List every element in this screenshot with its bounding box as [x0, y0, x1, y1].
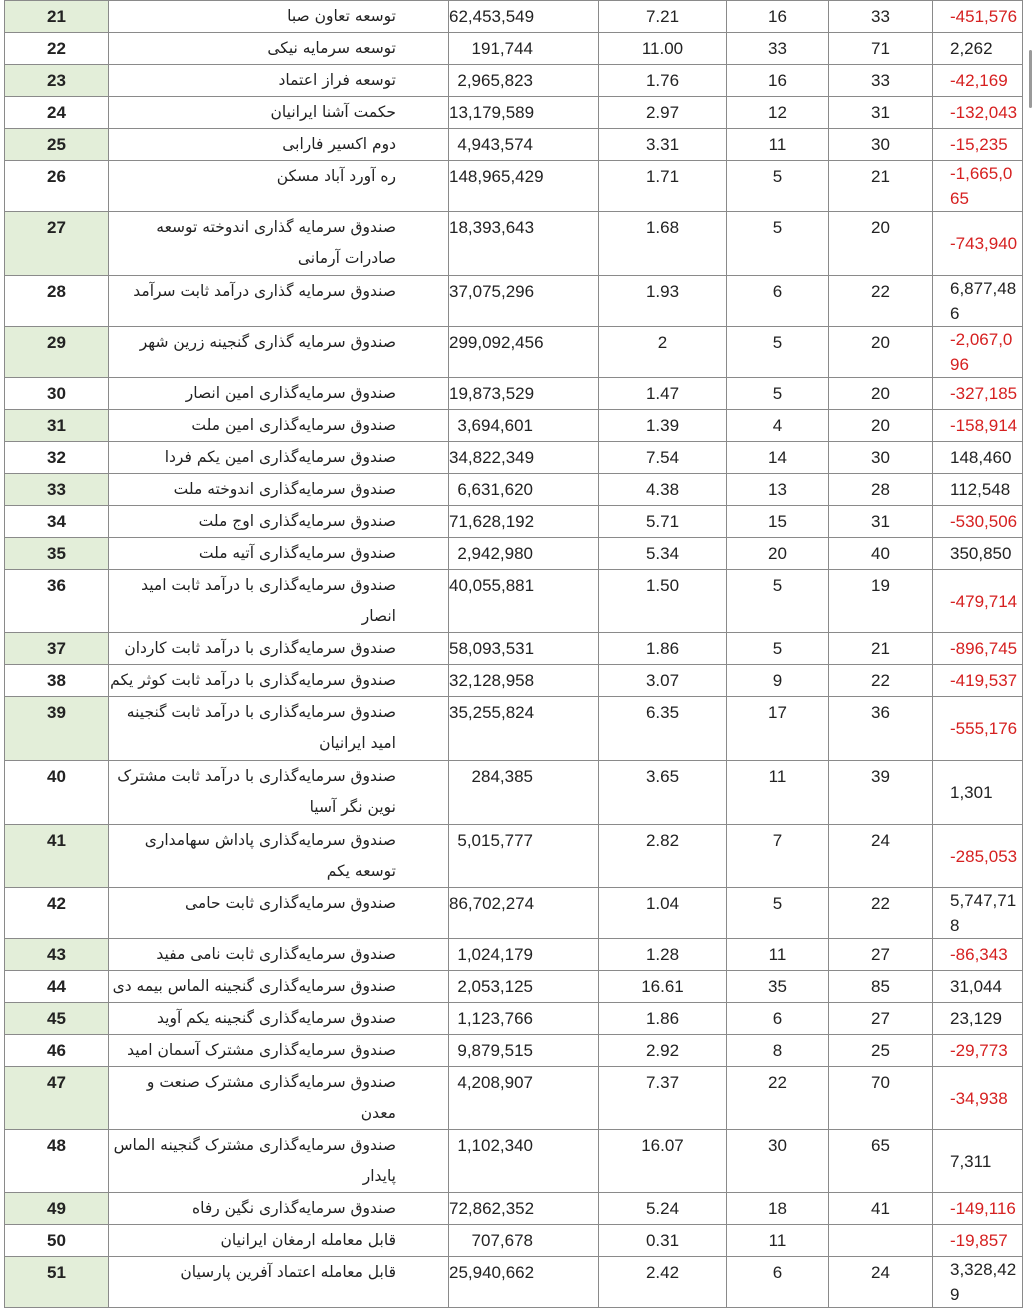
- row-number: 45: [5, 1003, 109, 1035]
- row-number: 51: [5, 1257, 109, 1308]
- fund-name: صندوق سرمایه‌گذاری ثابت نامی مفید: [109, 939, 449, 971]
- column-5-value: 5: [727, 212, 829, 276]
- row-number: 42: [5, 888, 109, 939]
- column-6-value: 27: [829, 1003, 933, 1035]
- row-number: 48: [5, 1130, 109, 1193]
- column-4-value: 3.31: [599, 129, 727, 161]
- fund-name: صندوق سرمایه‌گذاری با درآمد ثابت کوثر یکم: [109, 665, 449, 697]
- column-3-value: 4,208,907: [449, 1067, 599, 1130]
- column-7-value: [933, 161, 1023, 212]
- row-number: 41: [5, 825, 109, 888]
- column-7-value: [933, 825, 1023, 888]
- column-6-value: 25: [829, 1035, 933, 1067]
- column-3-value: 25,940,662: [449, 1257, 599, 1308]
- column-7-value: [933, 697, 1023, 761]
- column-7-line: -555,176: [950, 719, 1018, 738]
- row-number: 40: [5, 761, 109, 825]
- fund-name: صندوق سرمایه‌گذاری مشترک آسمان امید: [109, 1035, 449, 1067]
- column-4-value: 4.38: [599, 474, 727, 506]
- column-4-value: 1.71: [599, 161, 727, 212]
- column-5-value: 8: [727, 1035, 829, 1067]
- fund-name: توسعه تعاون صبا: [109, 1, 449, 33]
- funds-table: [4, 0, 1023, 1308]
- table-row: [5, 129, 1023, 161]
- column-5-value: 16: [727, 1, 829, 33]
- column-6-value: 71: [829, 33, 933, 65]
- column-7-line: -15,235: [950, 135, 1008, 154]
- column-3-value: 58,093,531: [449, 633, 599, 665]
- column-4-value: 2.97: [599, 97, 727, 129]
- column-6-value: 28: [829, 474, 933, 506]
- column-7-value: [933, 276, 1023, 327]
- table-row: [5, 97, 1023, 129]
- table-row: [5, 1003, 1023, 1035]
- column-7-value: [933, 538, 1023, 570]
- column-7-value: [933, 1, 1023, 33]
- column-7-line: 65: [950, 189, 969, 208]
- row-number: 29: [5, 327, 109, 378]
- column-3-value: 1,102,340: [449, 1130, 599, 1193]
- table-row: [5, 939, 1023, 971]
- column-7-line: -86,343: [950, 945, 1008, 964]
- column-3-value: 34,822,349: [449, 442, 599, 474]
- column-7-line: -479,714: [950, 591, 1018, 611]
- column-7-value: [933, 212, 1023, 276]
- column-7-value: [933, 506, 1023, 538]
- column-6-value: 31: [829, 97, 933, 129]
- fund-name: صندوق سرمایه‌گذاری با درآمد ثابت مشترک نوین نگر آسیا: [109, 761, 449, 825]
- column-7-line: -29,773: [950, 1041, 1008, 1060]
- table-row: [5, 33, 1023, 65]
- column-7-line: 148,460: [950, 448, 1012, 467]
- column-6-value: 24: [829, 825, 933, 888]
- column-4-value: 1.28: [599, 939, 727, 971]
- row-number: 35: [5, 538, 109, 570]
- column-4-value: 1.39: [599, 410, 727, 442]
- column-6-value: 27: [829, 939, 933, 971]
- row-number: 30: [5, 378, 109, 410]
- column-7-value: [933, 65, 1023, 97]
- table-row: [5, 212, 1023, 276]
- column-7-line: 3,328,42: [950, 1260, 1017, 1279]
- column-7-value: [933, 888, 1023, 939]
- row-number: 44: [5, 971, 109, 1003]
- column-5-value: 17: [727, 697, 829, 761]
- row-number: 26: [5, 161, 109, 212]
- fund-name: دوم اکسیر فارابی: [109, 129, 449, 161]
- column-7-value: [933, 1067, 1023, 1130]
- fund-name: قابل معامله اعتماد آفرین پارسیان: [109, 1257, 449, 1308]
- column-6-value: 24: [829, 1257, 933, 1308]
- row-number: 28: [5, 276, 109, 327]
- column-6-value: 21: [829, 633, 933, 665]
- column-7-value: [933, 1257, 1023, 1308]
- table-row: [5, 442, 1023, 474]
- fund-name: صندوق سرمایه‌گذاری امین ملت: [109, 410, 449, 442]
- table-row: [5, 410, 1023, 442]
- column-3-value: 1,123,766: [449, 1003, 599, 1035]
- column-3-value: 2,942,980: [449, 538, 599, 570]
- column-4-value: 1.47: [599, 378, 727, 410]
- row-number: 50: [5, 1225, 109, 1257]
- column-4-value: 1.76: [599, 65, 727, 97]
- fund-name: صندوق سرمایه‌گذاری اندوخته ملت: [109, 474, 449, 506]
- column-5-value: 5: [727, 378, 829, 410]
- column-7-value: [933, 1003, 1023, 1035]
- column-7-line: 96: [950, 355, 969, 374]
- column-7-line: 5,747,71: [950, 891, 1017, 910]
- table-row: [5, 971, 1023, 1003]
- table-row: [5, 474, 1023, 506]
- column-3-value: 62,453,549: [449, 1, 599, 33]
- column-5-value: 5: [727, 161, 829, 212]
- column-7-line: -530,506: [950, 512, 1018, 531]
- column-6-value: 19: [829, 570, 933, 633]
- table-row: [5, 825, 1023, 888]
- column-3-value: 40,055,881: [449, 570, 599, 633]
- column-7-value: [933, 33, 1023, 65]
- fund-name: حکمت آشنا ایرانیان: [109, 97, 449, 129]
- table-row: [5, 65, 1023, 97]
- row-number: 43: [5, 939, 109, 971]
- column-5-value: 13: [727, 474, 829, 506]
- column-5-value: 16: [727, 65, 829, 97]
- column-6-value: 20: [829, 410, 933, 442]
- column-7-line: 1,301: [950, 783, 993, 802]
- column-3-value: 191,744: [449, 33, 599, 65]
- row-number: 38: [5, 665, 109, 697]
- column-7-value: [933, 1193, 1023, 1225]
- column-6-value: 41: [829, 1193, 933, 1225]
- table-row: [5, 378, 1023, 410]
- row-number: 21: [5, 1, 109, 33]
- table-row: [5, 506, 1023, 538]
- column-3-value: 37,075,296: [449, 276, 599, 327]
- row-number: 22: [5, 33, 109, 65]
- table-body: [5, 1, 1023, 1308]
- column-4-value: 2.82: [599, 825, 727, 888]
- column-7-line: -1,665,0: [950, 164, 1013, 183]
- column-7-line: -158,914: [950, 416, 1018, 435]
- row-number: 23: [5, 65, 109, 97]
- column-4-value: 2: [599, 327, 727, 378]
- column-7-line: -896,745: [950, 639, 1018, 658]
- column-7-line: 23,129: [950, 1009, 1002, 1028]
- column-6-value: 65: [829, 1130, 933, 1193]
- column-5-value: 11: [727, 1225, 829, 1257]
- row-number: 39: [5, 697, 109, 761]
- column-3-value: 13,179,589: [449, 97, 599, 129]
- column-3-value: 35,255,824: [449, 697, 599, 761]
- column-7-line: -285,053: [950, 846, 1018, 866]
- fund-name: صندوق سرمایه‌گذاری امین انصار: [109, 378, 449, 410]
- column-5-value: 11: [727, 761, 829, 825]
- fund-name: صندوق سرمایه‌گذاری ثابت حامی: [109, 888, 449, 939]
- fund-name: صندوق سرمایه‌گذاری اوج ملت: [109, 506, 449, 538]
- column-6-value: 85: [829, 971, 933, 1003]
- column-4-value: 2.42: [599, 1257, 727, 1308]
- fund-name: توسعه سرمایه نیکی: [109, 33, 449, 65]
- column-5-value: 5: [727, 888, 829, 939]
- column-4-value: 7.37: [599, 1067, 727, 1130]
- column-7-value: [933, 971, 1023, 1003]
- fund-name: صندوق سرمایه‌گذاری با درآمد ثابت امید انصار: [109, 570, 449, 633]
- column-6-value: 20: [829, 327, 933, 378]
- fund-name: صندوق سرمایه‌گذاری با درآمد ثابت گنجینه امید ایرانیان: [109, 697, 449, 761]
- row-number: 36: [5, 570, 109, 633]
- fund-name: صندوق سرمایه گذاری گنجینه زرین شهر: [109, 327, 449, 378]
- column-3-value: 1,024,179: [449, 939, 599, 971]
- row-number: 34: [5, 506, 109, 538]
- column-4-value: 16.61: [599, 971, 727, 1003]
- column-5-value: 18: [727, 1193, 829, 1225]
- table-row: [5, 633, 1023, 665]
- column-7-line: 8: [950, 916, 960, 935]
- column-6-value: 30: [829, 442, 933, 474]
- column-7-line: 6,877,48: [950, 279, 1017, 298]
- column-7-line: -34,938: [950, 1088, 1008, 1108]
- column-6-value: 21: [829, 161, 933, 212]
- column-5-value: 12: [727, 97, 829, 129]
- row-number: 32: [5, 442, 109, 474]
- column-5-value: 5: [727, 570, 829, 633]
- column-3-value: 18,393,643: [449, 212, 599, 276]
- column-7-line: -419,537: [950, 671, 1018, 690]
- column-3-value: 5,015,777: [449, 825, 599, 888]
- column-5-value: 6: [727, 276, 829, 327]
- column-7-value: [933, 378, 1023, 410]
- column-6-value: 20: [829, 212, 933, 276]
- column-7-value: [933, 1035, 1023, 1067]
- column-4-value: 11.00: [599, 33, 727, 65]
- column-7-value: [933, 474, 1023, 506]
- column-4-value: 3.07: [599, 665, 727, 697]
- row-number: 49: [5, 1193, 109, 1225]
- column-4-value: 5.34: [599, 538, 727, 570]
- table-row: [5, 1193, 1023, 1225]
- column-6-value: 33: [829, 65, 933, 97]
- row-number: 25: [5, 129, 109, 161]
- table-row: [5, 1130, 1023, 1193]
- column-3-value: 2,053,125: [449, 971, 599, 1003]
- column-4-value: 7.54: [599, 442, 727, 474]
- column-7-value: [933, 97, 1023, 129]
- table-row: [5, 761, 1023, 825]
- column-6-value: 36: [829, 697, 933, 761]
- column-7-line: -451,576: [950, 7, 1018, 26]
- column-3-value: 32,128,958: [449, 665, 599, 697]
- column-5-value: 35: [727, 971, 829, 1003]
- column-3-value: 707,678: [449, 1225, 599, 1257]
- table-row: [5, 665, 1023, 697]
- row-number: 47: [5, 1067, 109, 1130]
- column-4-value: 2.92: [599, 1035, 727, 1067]
- column-3-value: 3,694,601: [449, 410, 599, 442]
- column-5-value: 4: [727, 410, 829, 442]
- column-5-value: 6: [727, 1257, 829, 1308]
- column-7-line: -42,169: [950, 71, 1008, 90]
- table-row: [5, 1067, 1023, 1130]
- row-number: 37: [5, 633, 109, 665]
- column-7-value: [933, 1130, 1023, 1193]
- column-3-value: 19,873,529: [449, 378, 599, 410]
- column-5-value: 7: [727, 825, 829, 888]
- column-4-value: 6.35: [599, 697, 727, 761]
- fund-name: صندوق سرمایه گذاری درآمد ثابت سرآمد: [109, 276, 449, 327]
- column-7-value: [933, 129, 1023, 161]
- column-5-value: 33: [727, 33, 829, 65]
- column-5-value: 22: [727, 1067, 829, 1130]
- column-4-value: 1.93: [599, 276, 727, 327]
- column-6-value: 33: [829, 1, 933, 33]
- fund-name: صندوق سرمایه‌گذاری امین یکم فردا: [109, 442, 449, 474]
- column-3-value: 4,943,574: [449, 129, 599, 161]
- column-5-value: 11: [727, 939, 829, 971]
- column-6-value: 22: [829, 276, 933, 327]
- fund-name: صندوق سرمایه‌گذاری گنجینه یکم آوید: [109, 1003, 449, 1035]
- column-4-value: 16.07: [599, 1130, 727, 1193]
- column-7-value: [933, 665, 1023, 697]
- column-5-value: 20: [727, 538, 829, 570]
- fund-name: صندوق سرمایه‌گذاری پاداش سهامداری توسعه یکم: [109, 825, 449, 888]
- column-3-value: 148,965,429: [449, 161, 599, 212]
- column-7-value: [933, 1225, 1023, 1257]
- column-4-value: 1.04: [599, 888, 727, 939]
- fund-name: صندوق سرمایه‌گذاری گنجینه الماس بیمه دی: [109, 971, 449, 1003]
- column-4-value: 1.68: [599, 212, 727, 276]
- column-5-value: 9: [727, 665, 829, 697]
- column-4-value: 1.86: [599, 633, 727, 665]
- row-number: 31: [5, 410, 109, 442]
- column-7-value: [933, 939, 1023, 971]
- column-6-value: 39: [829, 761, 933, 825]
- column-5-value: 5: [727, 633, 829, 665]
- table-row: [5, 1, 1023, 33]
- column-7-value: [933, 410, 1023, 442]
- column-5-value: 30: [727, 1130, 829, 1193]
- fund-name: توسعه فراز اعتماد: [109, 65, 449, 97]
- row-number: 27: [5, 212, 109, 276]
- column-5-value: 14: [727, 442, 829, 474]
- column-6-value: 40: [829, 538, 933, 570]
- column-7-value: [933, 442, 1023, 474]
- column-6-value: 20: [829, 378, 933, 410]
- column-5-value: 15: [727, 506, 829, 538]
- column-6-value: 22: [829, 888, 933, 939]
- column-7-line: 6: [950, 304, 960, 323]
- column-7-line: -743,940: [950, 234, 1018, 253]
- column-3-value: 9,879,515: [449, 1035, 599, 1067]
- column-7-line: 31,044: [950, 977, 1002, 996]
- fund-name: صندوق سرمایه‌گذاری مشترک گنجینه الماس پایدار: [109, 1130, 449, 1193]
- column-5-value: 11: [727, 129, 829, 161]
- column-3-value: 71,628,192: [449, 506, 599, 538]
- column-6-value: [829, 1225, 933, 1257]
- column-7-line: -19,857: [950, 1231, 1008, 1250]
- column-3-value: 86,702,274: [449, 888, 599, 939]
- column-7-value: [933, 633, 1023, 665]
- fund-name: ره آورد آباد مسکن: [109, 161, 449, 212]
- column-7-line: -327,185: [950, 384, 1018, 403]
- column-3-value: 2,965,823: [449, 65, 599, 97]
- column-4-value: 7.21: [599, 1, 727, 33]
- column-3-value: 72,862,352: [449, 1193, 599, 1225]
- column-7-line: 9: [950, 1285, 960, 1304]
- column-4-value: 0.31: [599, 1225, 727, 1257]
- column-4-value: 1.50: [599, 570, 727, 633]
- column-3-value: 284,385: [449, 761, 599, 825]
- column-7-value: [933, 570, 1023, 633]
- row-number: 33: [5, 474, 109, 506]
- column-7-line: -2,067,0: [950, 330, 1013, 349]
- column-7-line: 350,850: [950, 544, 1012, 563]
- table-row: [5, 327, 1023, 378]
- column-7-value: [933, 327, 1023, 378]
- column-5-value: 5: [727, 327, 829, 378]
- column-7-line: -149,116: [950, 1199, 1016, 1218]
- table-row: [5, 888, 1023, 939]
- table-row: [5, 1257, 1023, 1308]
- column-3-value: 6,631,620: [449, 474, 599, 506]
- table-row: [5, 276, 1023, 327]
- fund-name: صندوق سرمایه‌گذاری مشترک صنعت و معدن: [109, 1067, 449, 1130]
- column-6-value: 30: [829, 129, 933, 161]
- row-number: 24: [5, 97, 109, 129]
- table-row: [5, 538, 1023, 570]
- column-7-line: -132,043: [950, 103, 1018, 122]
- column-6-value: 31: [829, 506, 933, 538]
- column-4-value: 5.71: [599, 506, 727, 538]
- table-row: [5, 1035, 1023, 1067]
- column-3-value: 299,092,456: [449, 327, 599, 378]
- row-number: 46: [5, 1035, 109, 1067]
- table-row: [5, 697, 1023, 761]
- column-7-line: 2,262: [950, 39, 993, 58]
- column-5-value: 6: [727, 1003, 829, 1035]
- fund-name: صندوق سرمایه‌گذاری با درآمد ثابت کاردان: [109, 633, 449, 665]
- column-7-value: [933, 761, 1023, 825]
- fund-name: صندوق سرمایه‌گذاری نگین رفاه: [109, 1193, 449, 1225]
- table-row: [5, 161, 1023, 212]
- column-6-value: 22: [829, 665, 933, 697]
- table-row: [5, 1225, 1023, 1257]
- column-7-line: 7,311: [950, 1151, 992, 1171]
- column-6-value: 70: [829, 1067, 933, 1130]
- fund-name: قابل معامله ارمغان ایرانیان: [109, 1225, 449, 1257]
- fund-name: صندوق سرمایه گذاری اندوخته توسعه صادرات آرمانی: [109, 212, 449, 276]
- column-4-value: 3.65: [599, 761, 727, 825]
- table-row: [5, 570, 1023, 633]
- column-4-value: 5.24: [599, 1193, 727, 1225]
- fund-name: صندوق سرمایه‌گذاری آتیه ملت: [109, 538, 449, 570]
- column-7-line: 112,548: [950, 480, 1011, 499]
- column-4-value: 1.86: [599, 1003, 727, 1035]
